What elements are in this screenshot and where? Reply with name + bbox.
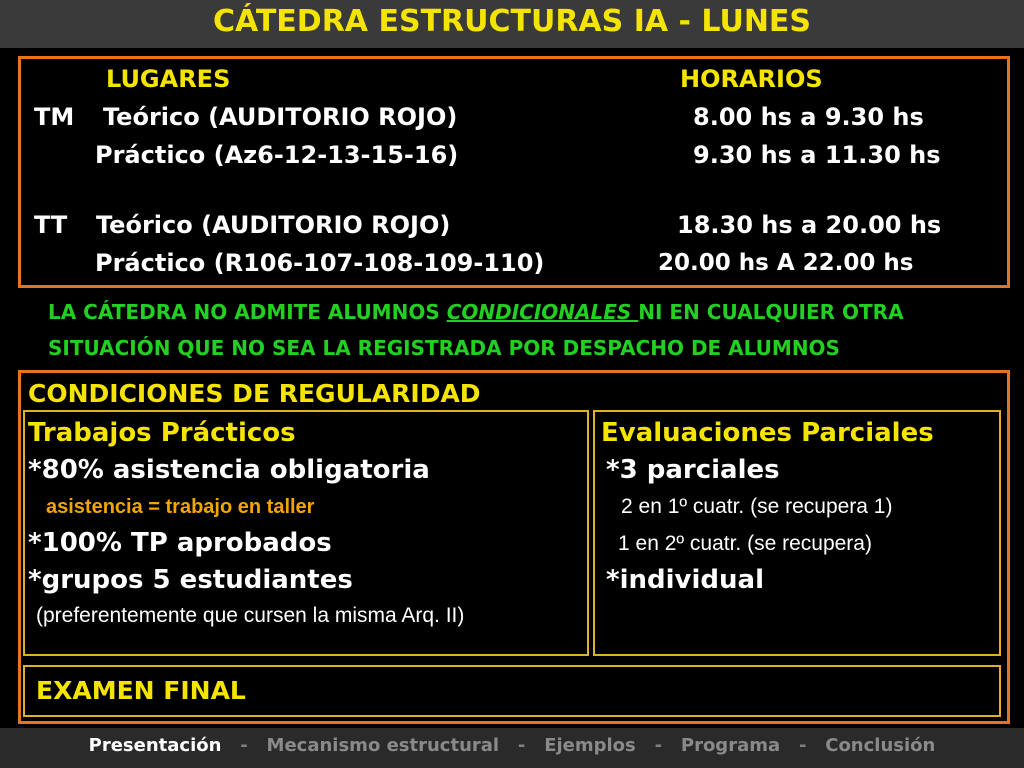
examen-final-label: EXAMEN FINAL <box>36 676 246 705</box>
tt-practico-hora: 20.00 hs A 22.00 hs <box>658 250 914 276</box>
ep-note-segundo-cuatrimestre: 1 en 2º cuatr. (se recupera) <box>618 532 872 555</box>
nav-ejemplos[interactable]: Ejemplos <box>544 735 636 756</box>
tm-label: TM <box>34 103 75 131</box>
tm-teorico: Teórico (AUDITORIO ROJO) <box>103 103 458 131</box>
tm-practico: Práctico (Az6-12-13-15-16) <box>95 141 459 169</box>
header-horarios: HORARIOS <box>680 65 823 93</box>
warning-line-1 <box>48 299 904 325</box>
tm-practico-hora: 9.30 hs a 11.30 hs <box>693 141 941 169</box>
ep-item-individual: *individual <box>606 565 764 595</box>
tp-note-grupos: (preferentemente que cursen la misma Arq. II) <box>36 604 465 627</box>
nav-presentacion[interactable]: Presentación <box>88 735 222 756</box>
tt-teorico-hora: 18.30 hs a 20.00 hs <box>677 211 942 239</box>
tp-note-asistencia: asistencia = trabajo en taller <box>46 496 315 518</box>
ep-title: Evaluaciones Parciales <box>601 418 934 448</box>
footer-nav-bar <box>0 728 1024 768</box>
warning-text-post: NI EN CUALQUIER OTRA <box>638 300 904 324</box>
tp-item-asistencia: *80% asistencia obligatoria <box>28 455 430 485</box>
conditions-heading: CONDICIONES DE REGULARIDAD <box>28 379 481 408</box>
nav-separator: - <box>505 735 538 756</box>
tp-item-grupos: *grupos 5 estudiantes <box>28 565 353 595</box>
warning-line-2: SITUACIÓN QUE NO SEA LA REGISTRADA POR DESPACHO DE ALUMNOS <box>48 336 840 360</box>
title-bar <box>0 0 1024 48</box>
warning-text-emphasis: CONDICIONALES <box>446 300 639 324</box>
ep-item-parciales: *3 parciales <box>606 455 780 485</box>
tm-teorico-hora: 8.00 hs a 9.30 hs <box>693 103 924 131</box>
nav-conclusion[interactable]: Conclusión <box>825 735 936 756</box>
tt-teorico: Teórico (AUDITORIO ROJO) <box>96 211 451 239</box>
tt-practico: Práctico (R106-107-108-109-110) <box>95 249 545 277</box>
nav-programa[interactable]: Programa <box>680 735 781 756</box>
nav-mecanismo-estructural[interactable]: Mecanismo estructural <box>266 735 500 756</box>
slide-title: CÁTEDRA ESTRUCTURAS IA - LUNES <box>212 4 812 39</box>
nav-separator: - <box>786 735 819 756</box>
tp-item-aprobados: *100% TP aprobados <box>28 528 332 558</box>
tt-label: TT <box>34 211 68 239</box>
tp-title: Trabajos Prácticos <box>28 418 296 448</box>
nav-separator: - <box>642 735 675 756</box>
nav-separator: - <box>227 735 261 756</box>
warning-text-pre: LA CÁTEDRA NO ADMITE ALUMNOS <box>48 300 447 324</box>
header-lugares: LUGARES <box>106 65 231 93</box>
footer-nav <box>0 728 1024 764</box>
ep-note-primer-cuatrimestre: 2 en 1º cuatr. (se recupera 1) <box>621 495 893 518</box>
